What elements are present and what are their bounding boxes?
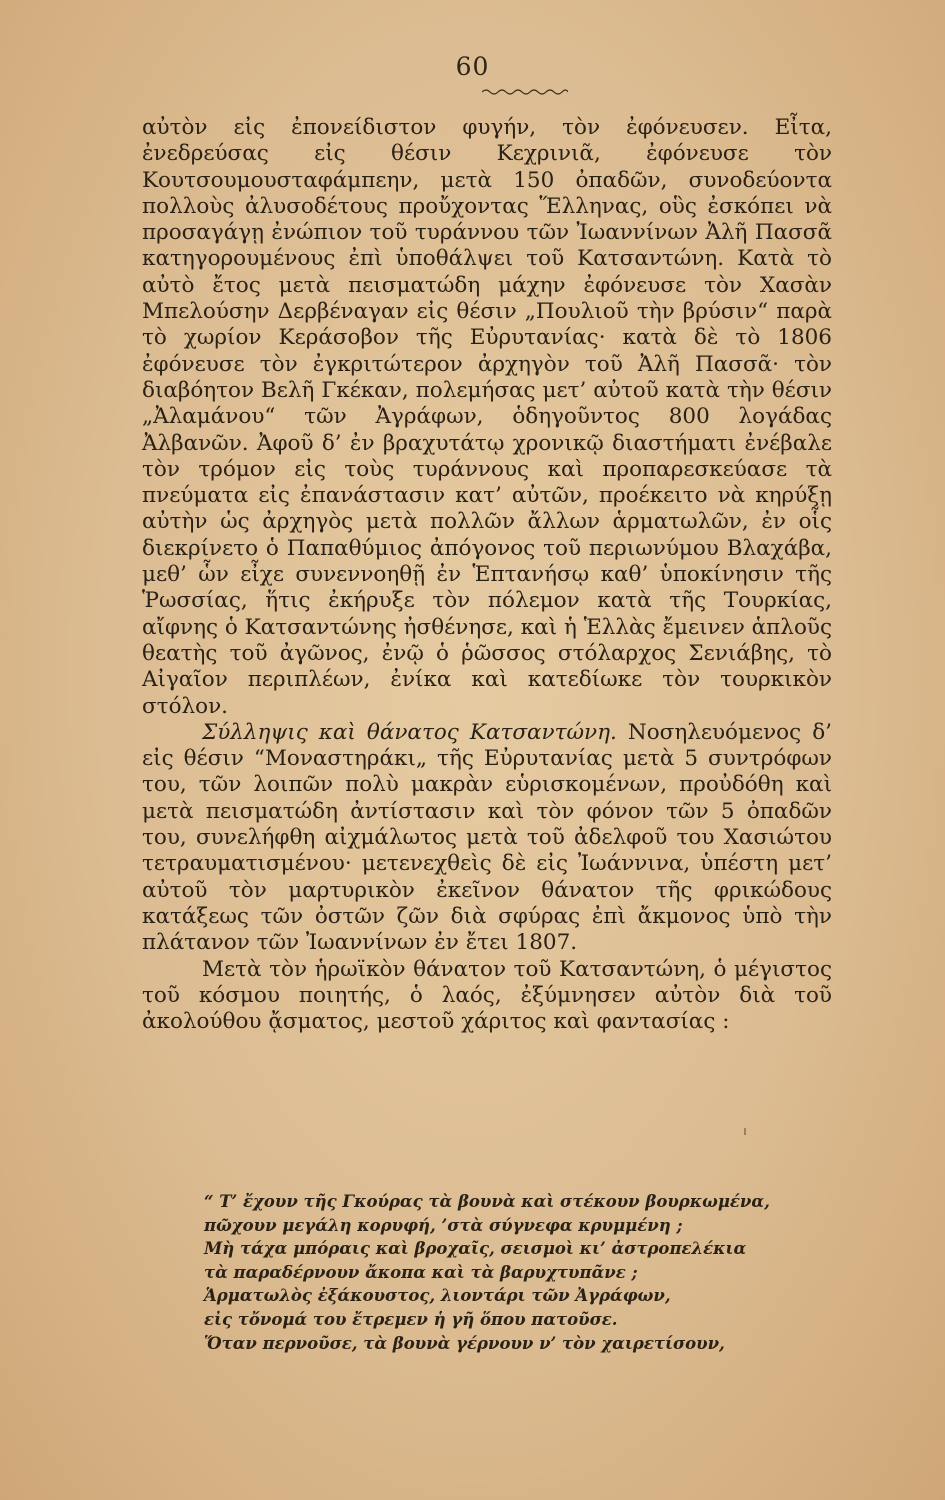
main-text (142, 115, 832, 1035)
paragraph (142, 720, 832, 957)
verse-line: Μὴ τάχα μπόραις καὶ βροχαῖς, σεισμοὶ κι’ ἀστροπελέκια (204, 1239, 747, 1259)
verse-line: εἰς τὄνομά του ἔτρεμεν ἡ γῆ ὅπου πατοῦσε. (204, 1309, 618, 1329)
verse-line: τὰ παραδέρνουν ἄκοπα καὶ τὰ βαρυχτυπᾶνε ; (204, 1262, 638, 1282)
folk-song-verse (204, 1190, 804, 1355)
page-number: 60 (455, 52, 490, 81)
verse-line: Ἁρματωλὸς ἐξάκουστος, λιοντάρι τῶν Ἀγράφων, (204, 1286, 671, 1306)
paper-speck (744, 1128, 746, 1135)
verse-line: πῶχουν μεγάλη κορυφή, ’στὰ σύγνεφα κρυμμένη ; (204, 1215, 683, 1235)
paragraph: Μετὰ τὸν ἡρωϊκὸν θάνατον τοῦ Κατσαντώνη, ὁ μέγιστος τοῦ κόσμου ποιητής, ὁ λαός, ἐξύμνησεν αὐτὸν διὰ τοῦ ἀκολούθου ᾄσματος, μεστοῦ χάριτος καὶ φαντασίας : (142, 956, 832, 1035)
paragraph-text: Νοσηλευόμενος δ’ εἰς θέσιν “Μοναστηράκι„ τῆς Εὐρυτανίας μετὰ 5 συντρόφων του, τῶν λοιπῶν πολὺ μακρὰν εὑρισκομένων, προὐδόθη καὶ μετὰ πεισματώδη ἀντίστασιν καὶ τὸν φόνον τῶν 5 ὀπαδῶν του, συνελήφθη αἰχμάλωτος μετὰ τοῦ ἀδελφοῦ του Χασιώτου τετραυματισμένου· μετενεχθεὶς δὲ εἰς Ἰωάννινα, ὑπέστη μετ’ αὐτοῦ τὸν μαρτυρικὸν ἐκεῖνον θάνατον τῆς φρικώδους κατάξεως τῶν ὀστῶν ζῶν διὰ σφύρας ἐπὶ ἄκμονος ὑπὸ τὴν πλάτανον τῶν Ἰωαννίνων ἐν ἔτει 1807. (142, 719, 832, 956)
paragraph: αὐτὸν εἰς ἐπονείδιστον φυγήν, τὸν ἐφόνευσεν. Εἶτα, ἐνεδρεύσας εἰς θέσιν Κεχρινιᾶ, ἐφόνευσε τὸν Κουτσουμουσταφάμπεην, μετὰ 150 ὀπαδῶν, συνοδεύοντα πολλοὺς ἀλυσοδέτους προὔχοντας Ἕλληνας, οὓς ἐσκόπει νὰ προσαγάγῃ ἐνώπιον τοῦ τυράννου τῶν Ἰωαννίνων Ἀλῆ Πασσᾶ κατηγορουμένους ἐπὶ ὑποθάλψει τοῦ Κατσαντώνη. Κατὰ τὸ αὐτὸ ἔτος μετὰ πεισματώδη μάχην ἐφόνευσε τὸν Χασὰν Μπελούσην Δερβέναγαν εἰς θέσιν „Πουλιοῦ τὴν βρύσιν“ παρὰ τὸ χωρίον Κεράσοβον τῆς Εὐρυτανίας· κατὰ δὲ τὸ 1806 ἐφόνευσε τὸν ἐγκριτώτερον ἀρχηγὸν τοῦ Ἀλῆ Πασσᾶ· τὸν διαβόητον Βελῆ Γκέκαν, πολεμήσας μετ’ αὐτοῦ κατὰ τὴν θέσιν „Ἀλαμάνου“ τῶν Ἀγράφων, ὁδηγοῦντος 800 λογάδας Ἀλβανῶν. Ἀφοῦ δ’ ἐν βραχυτάτῳ χρονικῷ διαστήματι ἐνέβαλε τὸν τρόμον εἰς τοὺς τυράννους καὶ προπαρεσκεύασε τὰ πνεύματα εἰς ἐπανάστασιν κατ’ αὐτῶν, προέκειτο νὰ κηρύξῃ αὐτὴν ὡς ἀρχηγὸς μετὰ πολλῶν ἄλλων ἁρματωλῶν, ἐν οἷς διεκρίνετο ὁ Παπαθύμιος ἀπόγονος τοῦ περιωνύμου Βλαχάβα, μεθ’ ὧν εἶχε συνεννοηθῇ ἐν Ἑπτανήσῳ καθ’ ὑποκίνησιν τῆς Ῥωσσίας, ἥτις ἐκήρυξε τὸν πόλεμον κατὰ τῆς Τουρκίας, αἴφνης ὁ Κατσαντώνης ἠσθένησε, καὶ ἡ Ἑλλὰς ἔμεινεν ἁπλοῦς θεατὴς τοῦ ἀγῶνος, ἐνῷ ὁ ῥῶσσος στόλαρχος Σενιάβης, τὸ Αἰγαῖον περιπλέων, ἐνίκα καὶ κατεδίωκε τὸν τουρκικὸν στόλον. (142, 115, 832, 719)
verse-line: Ὅταν περνοῦσε, τὰ βουνὰ γέρνουν ν’ τὸν χαιρετίσουν, (204, 1333, 725, 1353)
wavy-rule-ornament (482, 88, 568, 96)
section-heading: Σύλληψις καὶ θάνατος Κατσαντώνη. (202, 719, 617, 745)
verse-line: “ Τ’ ἔχουν τῆς Γκούρας τὰ βουνὰ καὶ στέκουν βουρκωμένα, (204, 1192, 770, 1211)
